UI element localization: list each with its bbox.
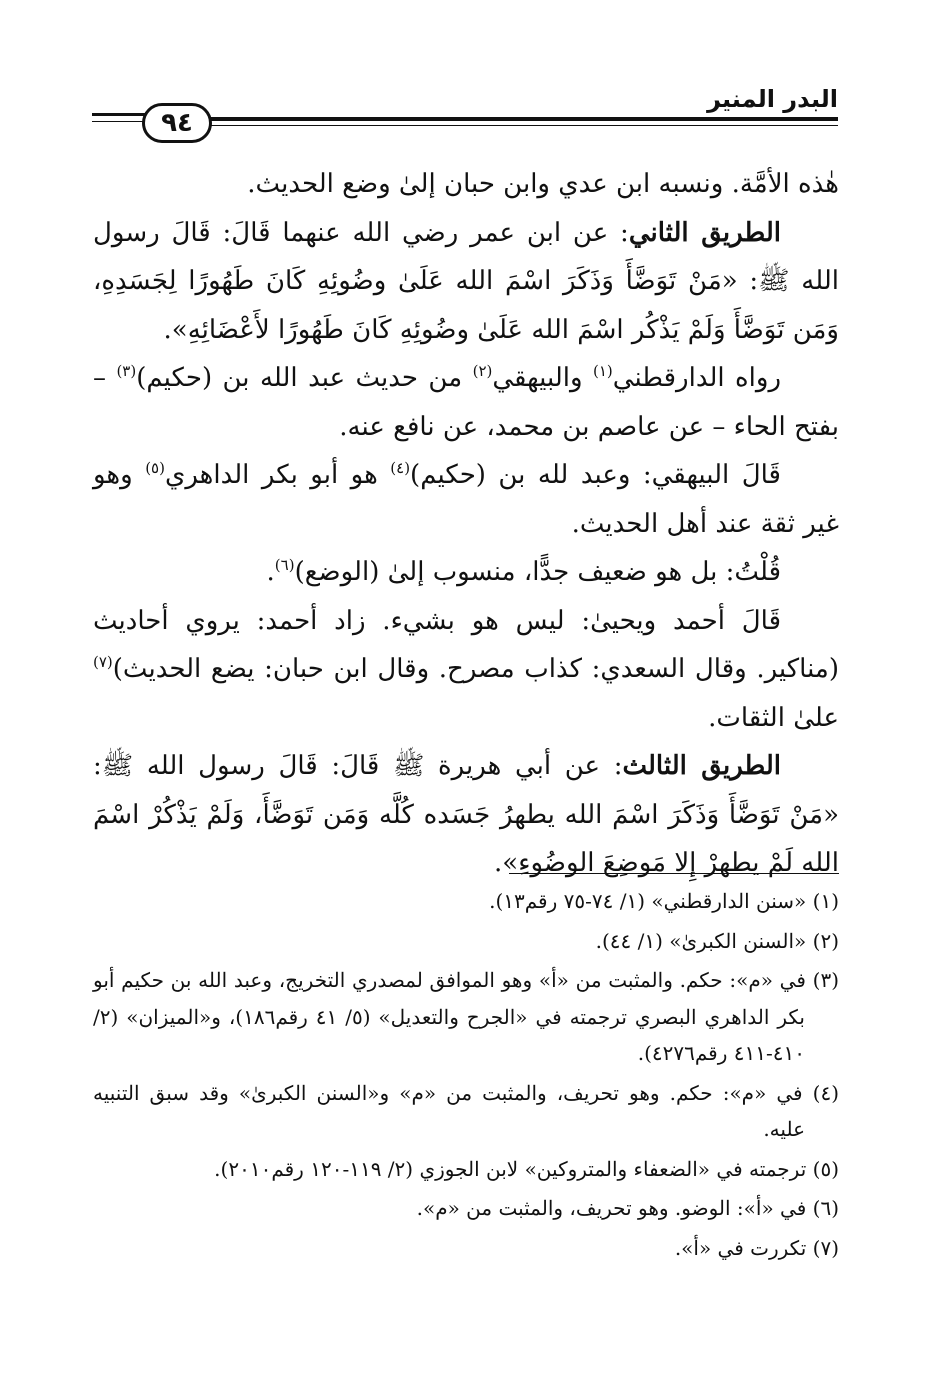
footnote: (١) «سنن الدارقطني» (١/ ٧٤-٧٥ رقم١٣).	[489, 889, 839, 913]
running-title: البدر المنير	[707, 85, 838, 113]
footnote-separator	[509, 873, 839, 874]
footnote-ref[interactable]: (٤)	[390, 459, 411, 477]
paragraph: هٰذه الأمَّة. ونسبه ابن عدي وابن حبان إلىٰ وضع الحديث.	[247, 169, 839, 199]
page-number-badge: ٩٤	[142, 103, 212, 143]
paragraph: قُلْتُ: بل هو ضعيف جدًّا، منسوب إلىٰ (الوضع)$^{(٦)}$.	[266, 556, 781, 587]
page-number-line-thick	[92, 113, 148, 116]
footnote-ref[interactable]: (٦)	[274, 556, 295, 574]
section-label: الطريق الثاني	[628, 217, 781, 248]
footnote: (٢) «السنن الكبرىٰ» (١/ ٤٤).	[595, 928, 839, 953]
footnote: (٧) تكررت في «أ».	[674, 1235, 839, 1260]
paragraph: قَالَ أحمد ويحيىٰ: ليس هو بشيء. زاد أحمد: يروي أحاديث (مناكير. وقال السعدي: كذاب مصرح. وقال ابن حبان: يضع الحديث)$^{(٧)}$ علىٰ الثقات.	[93, 605, 839, 733]
footnotes	[93, 883, 839, 1266]
paragraph: قَالَ البيهقي: وعبد لله بن (حكيم)$^{(٤)}$ هو أبو بكر الداهري$^{(٥)}$ وهو غير ثقة عند أهل الحديث.	[93, 459, 839, 539]
main-text	[93, 160, 839, 888]
page-number-line-thin	[92, 121, 148, 122]
paragraph: رواه الدارقطني$^{(١)}$ والبيهقي$^{(٢)}$ من حديث عبد الله بن (حكيم)$^{(٣)}$ – بفتح الحاء – عن عاصم بن محمد، عن نافع عنه.	[93, 362, 839, 442]
footnote: (٥) ترجمته في «الضعفاء والمتروكين» لابن الجوزي (٢/ ١١٩-١٢٠ رقم٢٠١٠).	[214, 1156, 839, 1181]
page-header	[92, 85, 838, 145]
footnote-ref[interactable]: (٢)	[472, 362, 493, 380]
footnote-ref[interactable]: (٣)	[116, 362, 137, 380]
footnote: (٤) في «م»: حكم. وهو تحريف، والمثبت من «م» و«السنن الكبرىٰ» وقد سبق التنبيه عليه.	[93, 1080, 839, 1141]
footnote-ref[interactable]: (٥)	[145, 459, 165, 477]
paragraph-second-path: الطريق الثاني: عن ابن عمر رضي الله عنهما قَالَ: قَالَ رسول الله ﷺ: «مَنْ تَوَضَّأَ وَذَكَرَ اسْمَ الله عَلَىٰ وضُوئِهِ كَانَ طَهُورًا لِجَسَدِهِ، وَمَن تَوَضَّأَ وَلَمْ يَذْكُر اسْمَ الله عَلَىٰ وضُوئِهِ كَانَ طَهُورًا لأَعْضَائِهِ».	[93, 217, 839, 345]
footnote-ref[interactable]: (٧)	[93, 653, 113, 671]
footnote: (٦) في «أ»: الوضو. وهو تحريف، والمثبت من «م».	[416, 1196, 839, 1220]
header-rule-thick	[162, 117, 838, 121]
footnote-ref[interactable]: (١)	[593, 362, 613, 380]
paragraph-third-path: الطريق الثالث: عن أبي هريرة ﷺ قَالَ: قَالَ رسول الله ﷺ: «مَنْ تَوَضَّأَ وَذَكَرَ اسْمَ الله يطهرُ جَسَده كُلَّه وَمَن تَوَضَّأَ، وَلَمْ يَذْكُرْ اسْمَ الله لَمْ يطهرْ إِلا مَوضِعَ الوضُوءِ».	[93, 751, 839, 878]
footnote: (٣) في «م»: حكم. والمثبت من «أ» وهو الموافق لمصدري التخريج، وعبد الله بن حكيم أبو بكر الداهري البصري ترجمته في «الجرح والتعديل» (٥/ ٤١ رقم١٨٦)، و«الميزان» (٢/ ٤١٠-٤١١ رقم٤٢٧٦).	[93, 968, 839, 1065]
header-rule-thin	[162, 125, 838, 126]
section-label: الطريق الثالث	[622, 751, 782, 781]
